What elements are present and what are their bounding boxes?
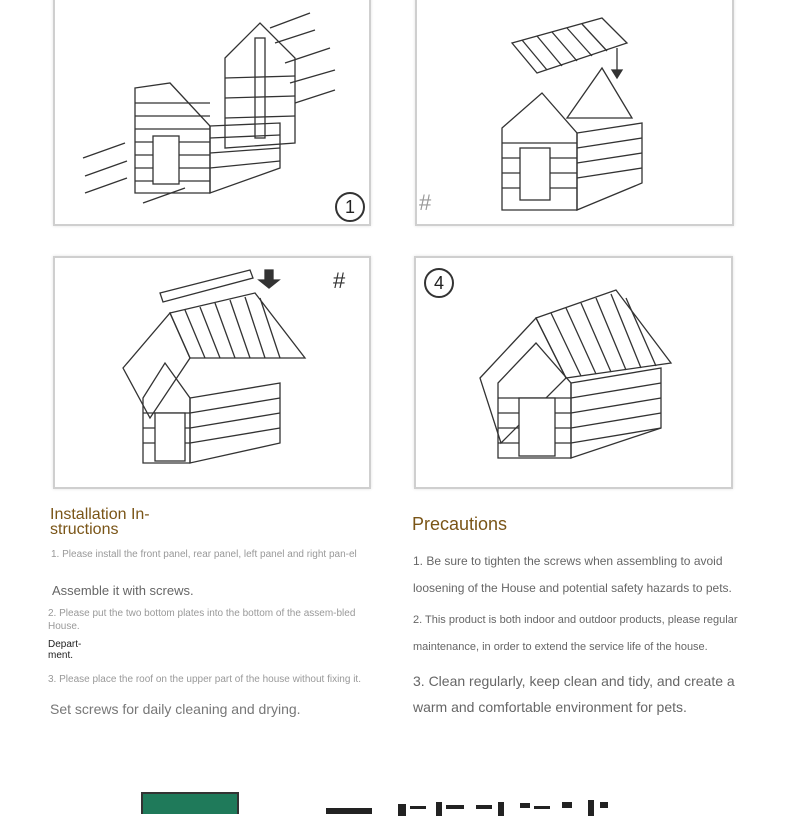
installation-step-1-note: Assemble it with screws.	[52, 583, 194, 598]
house-roof-placement-illustration	[55, 258, 369, 487]
precaution-3: 3. Clean regularly, keep clean and tidy, and create a warm and comfortable environment for pets.	[413, 673, 735, 715]
step-1-panel	[53, 0, 371, 226]
footer-title-glyphs	[326, 800, 626, 820]
installation-heading-line2: structions	[50, 521, 119, 538]
precautions-heading: Precautions	[412, 514, 508, 534]
precaution-2: 2. This product is both indoor and outdoor products, please regular maintenance, in order to extend the service life of the house.	[413, 614, 738, 653]
step-3-panel	[53, 256, 371, 489]
assembled-house-illustration	[416, 258, 731, 487]
installation-step-1: 1. Please install the front panel, rear panel, left panel and right pan-el	[51, 549, 357, 560]
precaution-1: 1. Be sure to tighten the screws when assembling to avoid loosening of the House and potential safety hazards to pets.	[413, 554, 732, 595]
installation-step-3: 3. Please place the roof on the upper part of the house without fixing it.	[48, 674, 361, 685]
installation-step-3-note: Set screws for daily cleaning and drying.	[50, 701, 301, 717]
installation-heading-line1: Installation In-	[50, 506, 150, 523]
installation-step-2-note-line2: ment.	[48, 650, 74, 661]
step-2-badge: #	[419, 190, 432, 215]
step-1-badge: 1	[335, 192, 365, 222]
step-4-badge: 4	[424, 268, 454, 298]
installation-step-2: 2. Please put the two bottom plates into the bottom of the assem-bled House.	[48, 608, 356, 632]
house-walls-screws-illustration	[55, 0, 369, 224]
step-2-panel	[415, 0, 734, 226]
house-floor-plates-illustration	[417, 0, 732, 224]
step-3-badge: #	[333, 268, 346, 293]
footer-green-block	[141, 792, 239, 814]
installation-step-2-note-line1: Depart-	[48, 639, 82, 650]
step-4-panel	[414, 256, 733, 489]
